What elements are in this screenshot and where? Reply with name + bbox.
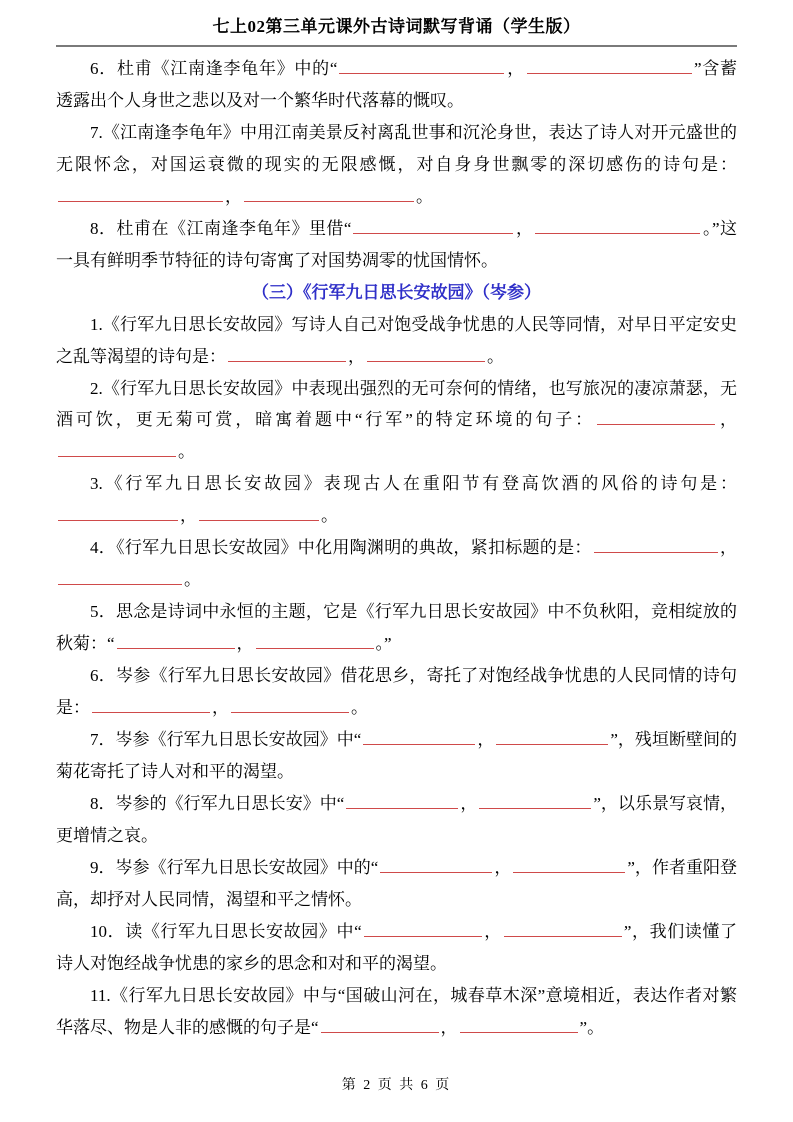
text-run: 。 bbox=[416, 186, 433, 206]
text-run: 。 bbox=[184, 570, 201, 590]
answer-blank bbox=[535, 217, 700, 234]
text-run: ， bbox=[483, 921, 502, 941]
text-run: ， bbox=[225, 186, 242, 206]
worksheet-item bbox=[56, 724, 737, 788]
page-title: 七上02第三单元课外古诗词默写背诵（学生版） bbox=[212, 17, 581, 36]
text-run: 8．岑参的《行军九日思长安》中“ bbox=[90, 793, 345, 813]
text-run: 1.《行军九日思长安故园》写诗人自己对饱受战争忧患的人民等同情，对早日平定安史之乱等渴望的诗句是： bbox=[56, 314, 737, 366]
text-run: 6．杜甫《江南逢李龟年》中的“ bbox=[90, 59, 338, 78]
text-run: ， bbox=[515, 218, 534, 238]
text-run: 6．岑参《行军九日思长安故园》借花思乡，寄托了对饱经战争忧患的人民同情的诗句是： bbox=[56, 666, 737, 718]
text-run: 4．《行军九日思长安故园》中化用陶渊明的典故，紧扣标题的是： bbox=[90, 538, 592, 558]
answer-blank bbox=[496, 728, 608, 745]
text-run: ， bbox=[506, 59, 525, 78]
answer-blank bbox=[363, 728, 475, 745]
answer-blank bbox=[513, 856, 625, 873]
answer-blank bbox=[58, 568, 182, 585]
text-run: 7.《江南逢李龟年》中用江南美景反衬离乱世事和沉沦身世，表达了诗人对开元盛世的无限怀念，对国运衰微的现实的无限感慨，对自身身世飘零的深切感伤的诗句是： bbox=[56, 122, 737, 174]
answer-blank bbox=[58, 504, 178, 521]
worksheet-item bbox=[56, 53, 737, 117]
answer-blank bbox=[244, 185, 414, 202]
worksheet-item bbox=[56, 852, 737, 916]
text-run: 。 bbox=[487, 346, 504, 366]
answer-blank bbox=[597, 408, 715, 425]
text-run: ， bbox=[719, 538, 738, 558]
text-run: ， bbox=[494, 857, 512, 877]
text-run: 5．思念是诗词中永恒的主题，它是《行军九日思长安故园》中不负秋阳，竞相绽放的秋菊：“ bbox=[56, 602, 737, 654]
text-run: ”，我们读懂了诗人对饱经战争忧患的家乡的思念和对和平的渴望。 bbox=[56, 921, 738, 973]
text-run: 10．读《行军九日思长安故园》中“ bbox=[90, 921, 362, 941]
page-header bbox=[56, 0, 737, 47]
text-run: ， bbox=[717, 410, 738, 430]
text-run: ”，残垣断壁间的菊花寄托了诗人对和平的渴望。 bbox=[56, 730, 738, 781]
answer-blank bbox=[58, 440, 176, 457]
text-run: ， bbox=[236, 634, 254, 654]
text-run: 3.《行军九日思长安故园》表现古人在重阳节有登高饮酒的风俗的诗句是： bbox=[90, 474, 737, 494]
worksheet-body bbox=[56, 53, 737, 1044]
worksheet-item bbox=[56, 916, 737, 980]
text-run: ， bbox=[477, 730, 495, 750]
text-run: ”，以乐景写哀情，更增情之哀。 bbox=[56, 793, 738, 845]
answer-blank bbox=[256, 632, 374, 649]
answer-blank bbox=[364, 920, 482, 937]
answer-blank bbox=[228, 344, 346, 361]
answer-blank bbox=[479, 792, 591, 809]
worksheet-item bbox=[56, 309, 737, 373]
text-run: ， bbox=[440, 1017, 458, 1037]
text-run: ， bbox=[348, 346, 365, 366]
answer-blank bbox=[460, 1015, 578, 1032]
text-run: ， bbox=[180, 506, 197, 526]
text-run: ， bbox=[460, 793, 478, 813]
text-run: 11.《行军九日思长安故园》中与“国破山河在，城春草木深”意境相近，表达作者对繁华落尽、物是人非的感慨的句子是“ bbox=[56, 985, 737, 1037]
worksheet-item bbox=[56, 468, 737, 532]
worksheet-item bbox=[56, 660, 737, 724]
text-run: 。” bbox=[375, 634, 392, 654]
answer-blank bbox=[58, 185, 223, 202]
worksheet-item bbox=[56, 596, 737, 660]
answer-blank bbox=[504, 920, 622, 937]
answer-blank bbox=[367, 344, 485, 361]
answer-blank bbox=[321, 1015, 439, 1032]
worksheet-item bbox=[56, 213, 737, 277]
answer-blank bbox=[231, 696, 349, 713]
answer-blank bbox=[527, 57, 692, 74]
text-run: ， bbox=[212, 698, 229, 718]
section-heading: （三）《行军九日思长安故园》（岑参） bbox=[252, 282, 541, 302]
answer-blank bbox=[92, 696, 210, 713]
worksheet-item bbox=[56, 980, 737, 1044]
text-run: ”含蓄透露出个人身世之悲以及对一个繁华时代落幕的慨叹。 bbox=[56, 59, 738, 110]
text-run: ”。 bbox=[579, 1017, 605, 1037]
worksheet-item bbox=[56, 373, 737, 469]
text-run: 。 bbox=[178, 442, 195, 462]
answer-blank bbox=[353, 217, 513, 234]
worksheet-item bbox=[56, 788, 737, 852]
text-run: ”，作者重阳登高，却抒对人民同情，渴望和平之情怀。 bbox=[56, 857, 738, 909]
answer-blank bbox=[594, 536, 718, 553]
text-run: 。 bbox=[321, 506, 338, 526]
text-run: 7．岑参《行军九日思长安故园》中“ bbox=[90, 730, 362, 750]
text-run: 2.《行军九日思长安故园》中表现出强烈的无可奈何的情绪，也写旅况的凄凉萧瑟，无酒可饮，更无菊可赏，暗寓着题中“行军”的特定环境的句子： bbox=[56, 378, 737, 430]
worksheet-item bbox=[56, 117, 737, 213]
answer-blank bbox=[339, 57, 504, 74]
text-run: 8．杜甫在《江南逢李龟年》里借“ bbox=[90, 218, 352, 238]
answer-blank bbox=[346, 792, 458, 809]
worksheet-item bbox=[56, 532, 737, 596]
answer-blank bbox=[199, 504, 319, 521]
text-run: 。”这一具有鲜明季节特征的诗句寄寓了对国势凋零的忧国情怀。 bbox=[56, 218, 738, 270]
text-run: 9．岑参《行军九日思长安故园》中的“ bbox=[90, 857, 379, 877]
page-footer: 第 2 页 共 6 页 bbox=[341, 1078, 452, 1093]
text-run: 。 bbox=[351, 698, 368, 718]
answer-blank bbox=[117, 632, 235, 649]
answer-blank bbox=[380, 856, 492, 873]
